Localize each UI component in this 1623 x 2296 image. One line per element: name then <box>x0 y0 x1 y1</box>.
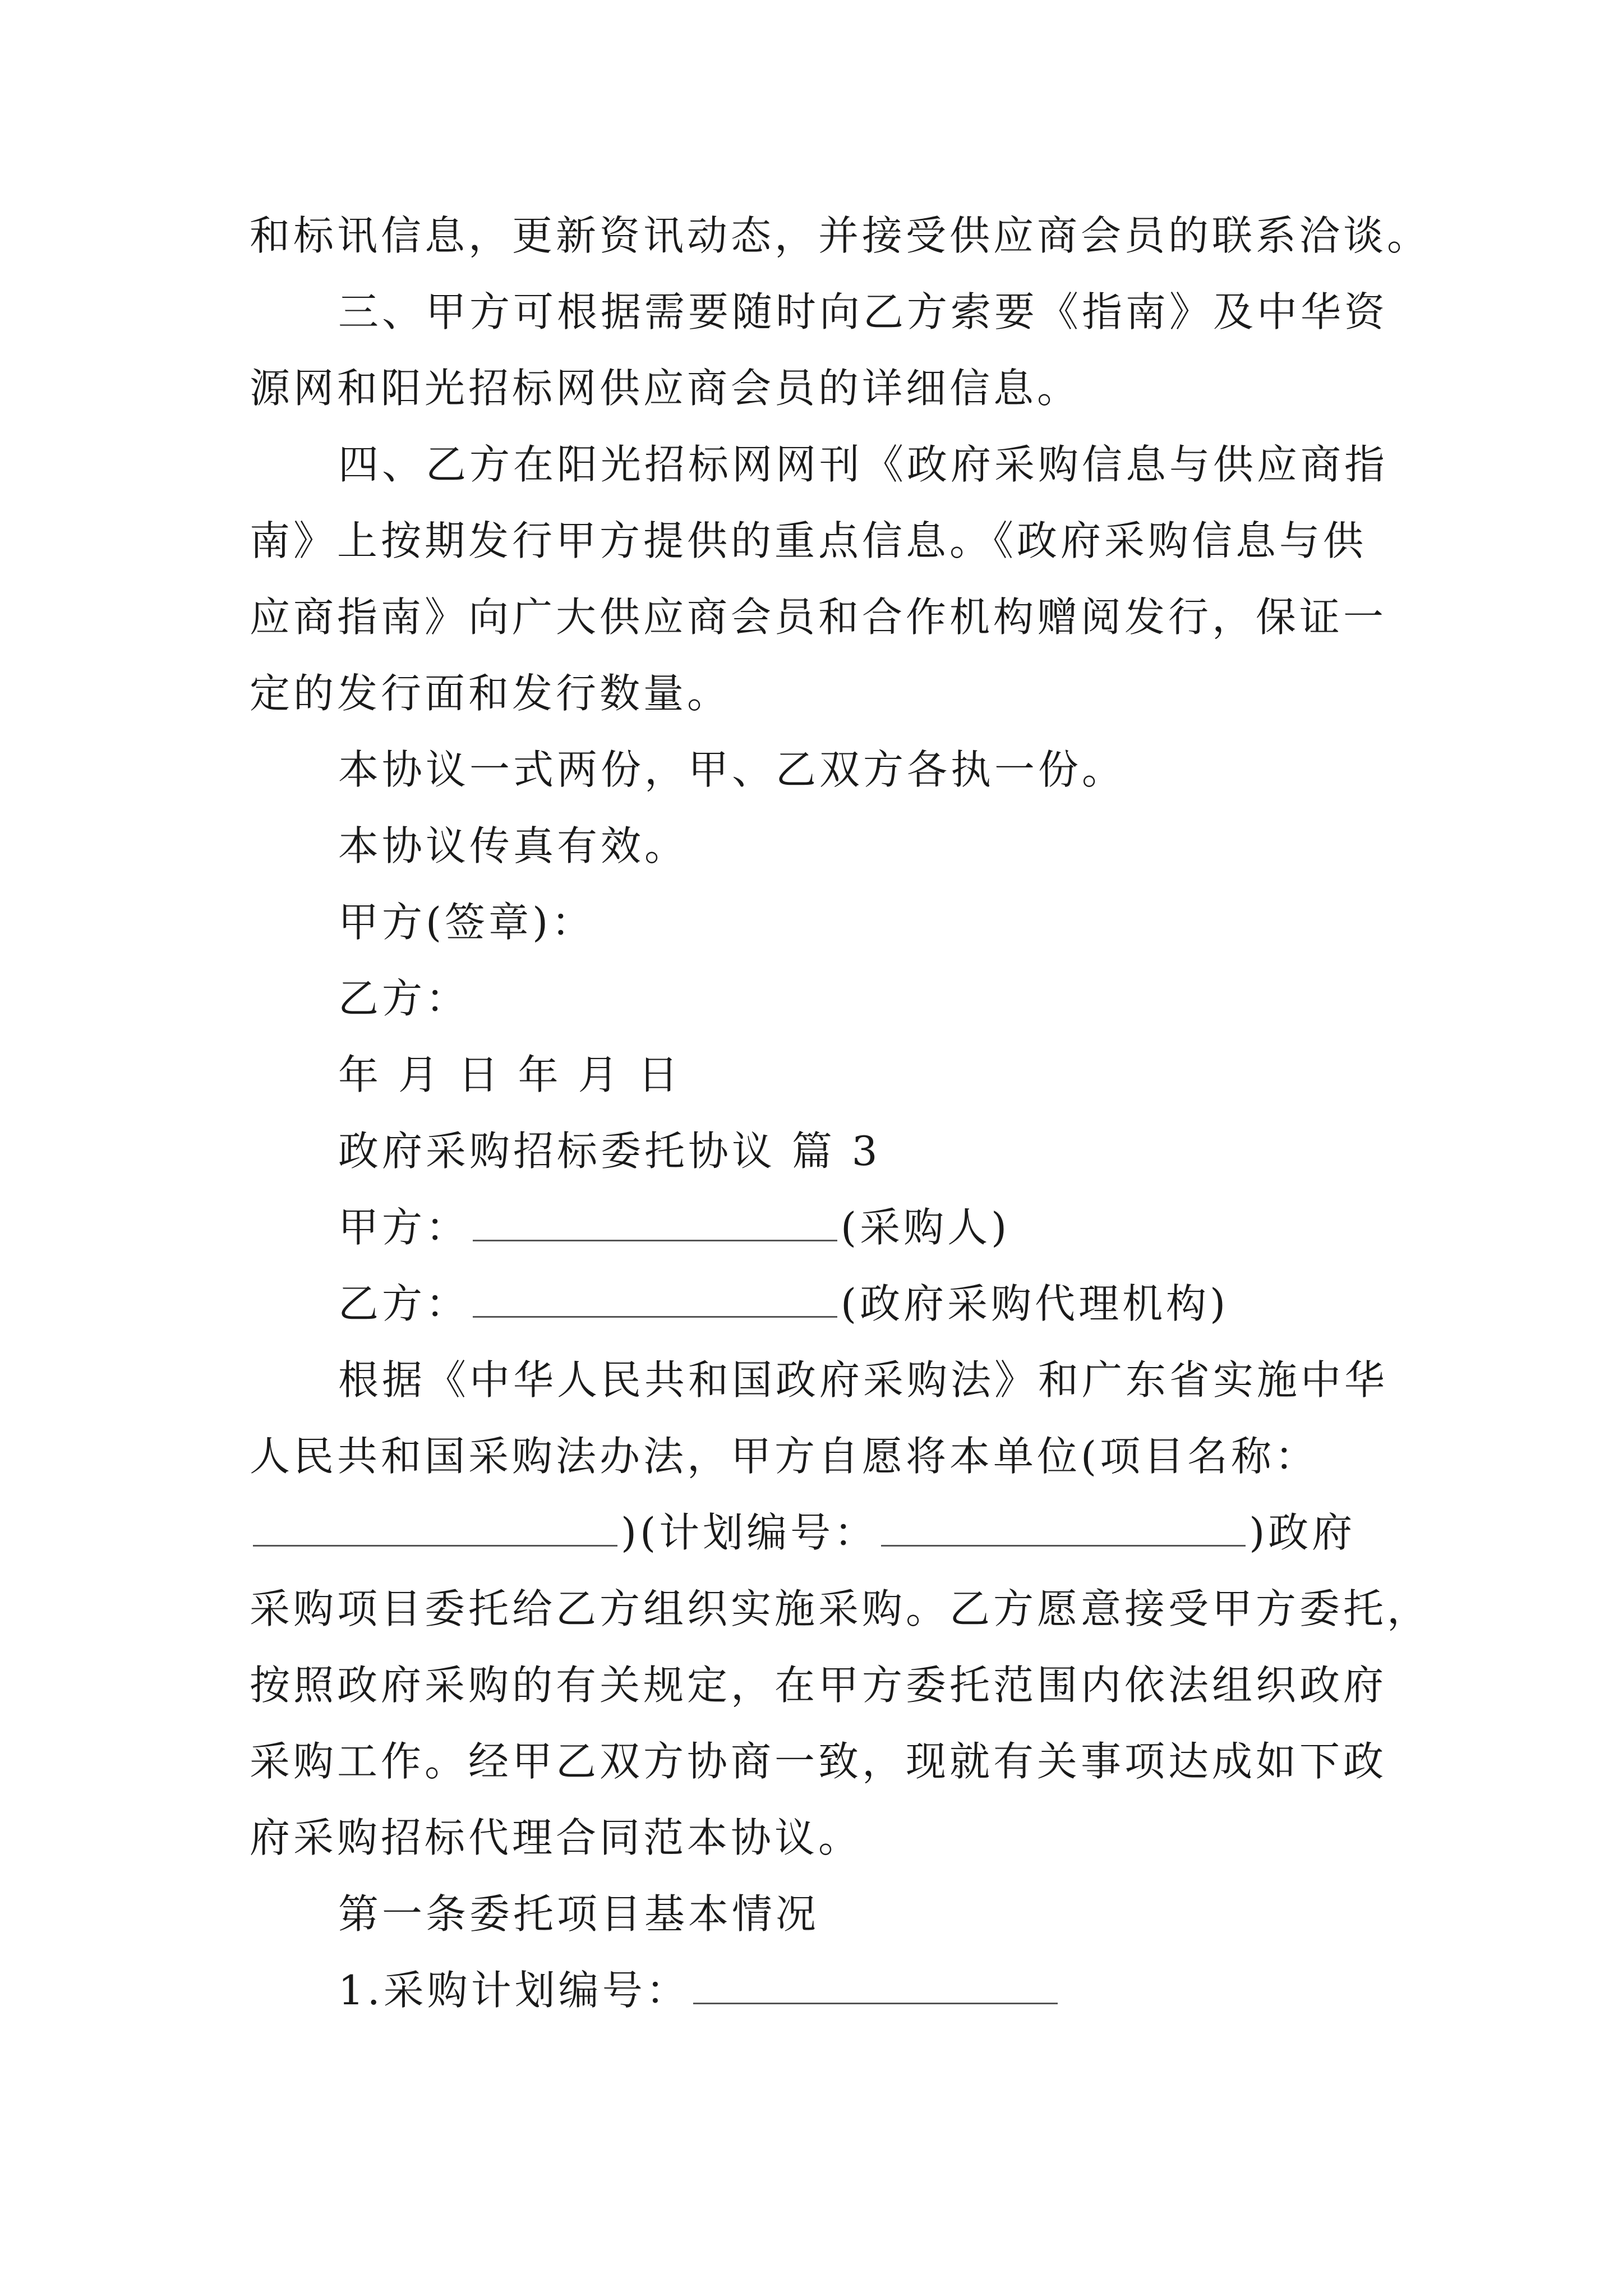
text-line: 府采购招标代理合同范本协议。 <box>250 1814 863 1861</box>
text-line: 本协议一式两份，甲、乙双方各执一份。 <box>338 746 1126 793</box>
date-line: 年 月 日 年 月 日 <box>338 1051 682 1098</box>
party-a-label: 甲方： <box>338 1204 470 1251</box>
text-line: 根据《中华人民共和国政府采购法》和广东省实施中华 <box>338 1356 1389 1404</box>
text-line: 定的发行面和发行数量。 <box>250 670 731 717</box>
party-b-signature: 乙方： <box>338 975 470 1022</box>
party-a-role: (采购人) <box>841 1204 1011 1251</box>
text-line: 南》上按期发行甲方提供的重点信息。《政府采购信息与供 <box>250 517 1367 564</box>
plan-number-blank <box>881 1511 1246 1547</box>
text-line: 三、甲方可根据需要随时向乙方索要《指南》及中华资 <box>338 288 1389 335</box>
party-b-label: 乙方： <box>338 1280 470 1327</box>
item-label: 1.采购计划编号： <box>338 1967 690 2014</box>
article-title: 第一条委托项目基本情况 <box>338 1890 820 1938</box>
plan-number-item <box>338 1966 1061 2015</box>
text-line: 本协议传真有效。 <box>338 822 689 869</box>
party-a-signature: 甲方(签章)： <box>338 899 596 946</box>
text-line: 应商指南》向广大供应商会员和合作机构赠阅发行，保证一 <box>250 593 1387 641</box>
project-blanks-line <box>250 1508 1355 1557</box>
party-b-line <box>338 1279 1229 1328</box>
party-b-role: (政府采购代理机构) <box>841 1280 1229 1327</box>
text-line: 四、乙方在阳光招标网网刊《政府采购信息与供应商指 <box>338 441 1389 488</box>
text-line: 按照政府采购的有关规定，在甲方委托范围内依法组织政府 <box>250 1662 1387 1709</box>
text-line: 源网和阳光招标网供应商会员的详细信息。 <box>250 365 1081 412</box>
section-title: 政府采购招标委托协议 篇 3 <box>338 1128 881 1175</box>
text-line: 和标讯信息，更新资讯动态，并接受供应商会员的联系洽谈。 <box>250 212 1431 259</box>
text-line: 采购工作。经甲乙双方协商一致，现就有关事项达成如下政 <box>250 1738 1387 1785</box>
plan-number-field-blank <box>693 1969 1058 2004</box>
party-a-line <box>338 1203 1010 1252</box>
plan-number-label: )(计划编号： <box>621 1509 878 1556</box>
party-b-blank <box>473 1282 837 1318</box>
party-a-blank <box>473 1206 837 1241</box>
text-line: 采购项目委托给乙方组织实施采购。乙方愿意接受甲方委托， <box>250 1585 1431 1632</box>
text-line: 人民共和国采购法办法，甲方自愿将本单位(项目名称： <box>250 1433 1319 1480</box>
text-fragment: )政府 <box>1249 1509 1356 1556</box>
project-name-blank <box>253 1511 617 1547</box>
